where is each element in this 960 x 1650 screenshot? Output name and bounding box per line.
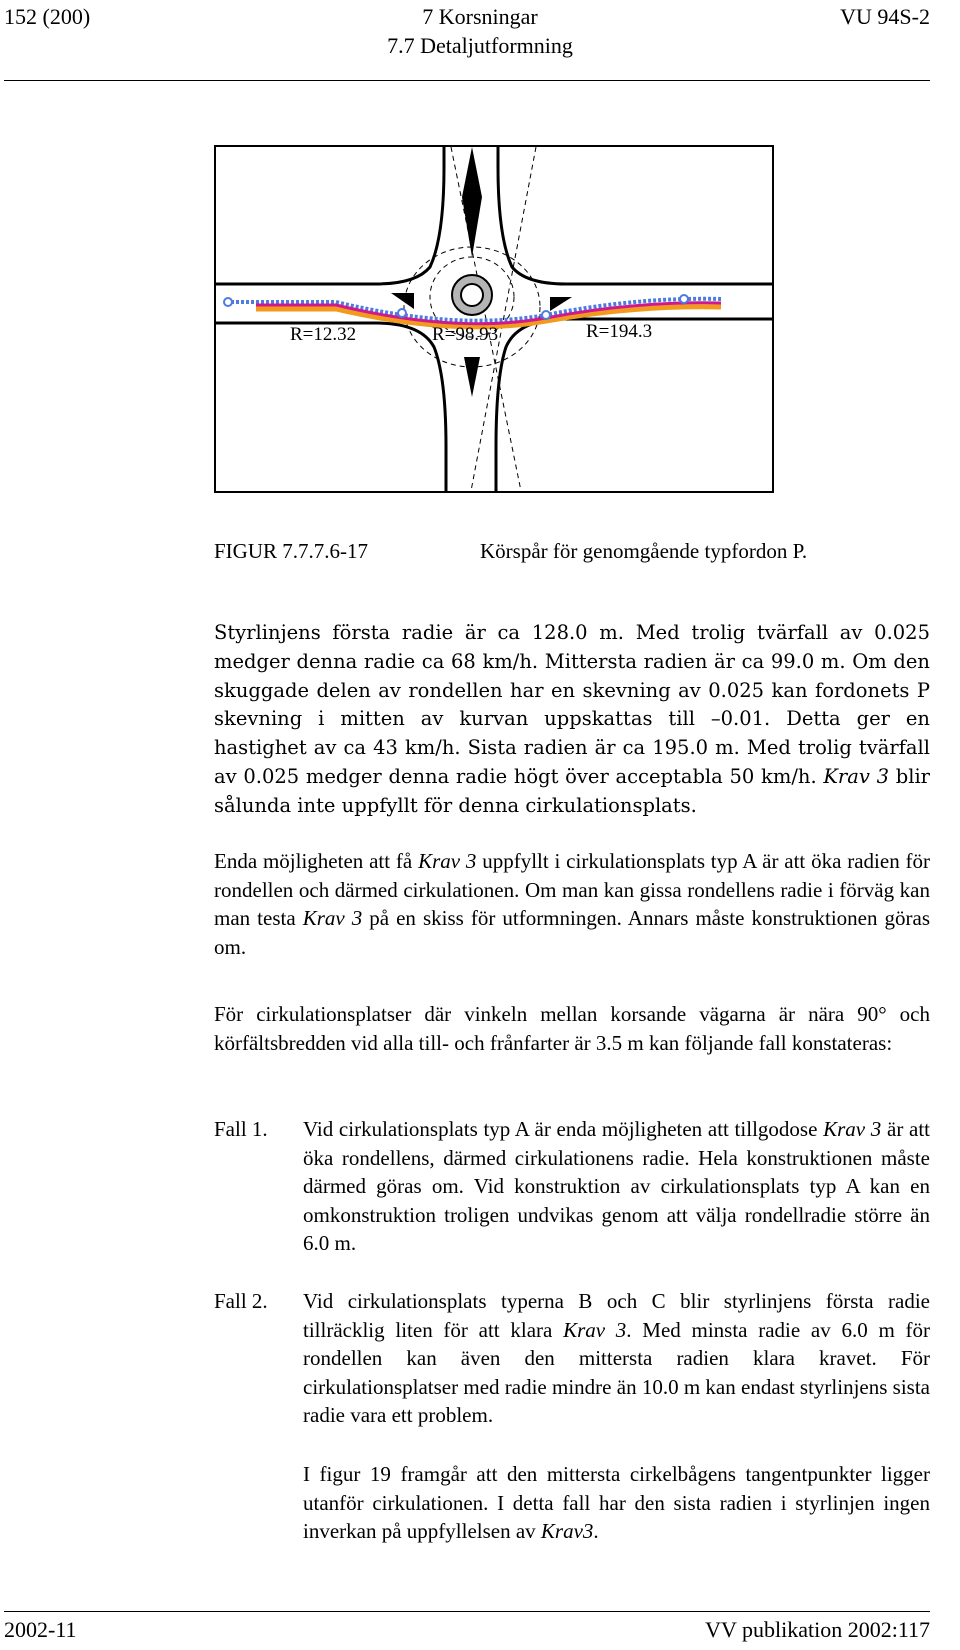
road-edge-lower-right (496, 319, 772, 491)
splitter-island-top (462, 147, 482, 257)
paragraph-2 (214, 847, 930, 961)
figure-number: FIGUR 7.7.7.6-17 (214, 539, 369, 563)
fall-2-additional-text (303, 1460, 930, 1546)
chapter-title: 7 Korsningar (422, 4, 538, 29)
road-edge-upper-left (216, 147, 444, 284)
fall-1-text (303, 1115, 930, 1258)
fall-1-label: Fall 1. (214, 1117, 268, 1141)
header-rule (4, 80, 930, 81)
footer-publication: VV publikation 2002:117 (705, 1617, 930, 1642)
figure-caption: Körspår för genomgående typfordon P. (480, 539, 808, 563)
paragraph-1-text-end: blir sålunda inte uppfyllt för denna cirkulationsplats. (214, 764, 931, 817)
fall-2-additional-start: I figur 19 framgår att den mittersta cirkelbågens tangentpunkter ligger utanför cirkulationen. I detta fall har den sista radien i styrlinjen ingen inverkan på uppfyllelsen av (303, 1462, 930, 1544)
radius-label-2: R=98.93 (432, 324, 499, 345)
footer-rule (4, 1611, 930, 1612)
footer-date: 2002-11 (4, 1617, 77, 1642)
radius-label-1: R=12.32 (290, 324, 357, 345)
paragraph-3: För cirkulationsplatser där vinkeln mellan korsande vägarna är nära 90° och körfältsbredden vid alla till- och frånfarter är 3.5 m kan följande fall konstateras: (214, 1002, 930, 1055)
header-center (0, 2, 960, 60)
paragraph-1-text: Styrlinjens första radie är ca 128.0 m. Med trolig tvärfall av 0.025 medger denna radie ca 68 km/h. Mittersta radien är ca 99.0 m. Om den skuggade delen av rondellen har en skevning av 0.025 kan fordonets P skevning i mitten av kurvan uppskattas till –0.01. Detta ger en hastighet av ca 43 km/h. Sista radien är ca 195.0 m. Med trolig tvärfall av 0.025 medger denna radie högt över acceptabla 50 km/h. (214, 621, 930, 788)
road-edge-lower-left (216, 323, 446, 491)
paragraph-2-text: uppfyllt i cirkulationsplats typ A är att öka radien för rondellen och därmed cirkulationen. Om man kan gissa rondellens radie i förväg kan man testa (214, 849, 930, 930)
fall-2-text-end: . Med minsta radie av 6.0 m för rondellen kan även den mittersta radien klara kravet. För cirkulationsplatser med radie mindre än 10.0 m kan endast styrlinjens sista radie vara ett problem. (303, 1317, 930, 1428)
splitter-island-left (391, 293, 414, 309)
tangent-point (398, 309, 406, 317)
krav-3-reference: Krav 3 (302, 906, 363, 930)
tangent-point (542, 311, 550, 319)
roundabout-figure (214, 145, 774, 493)
krav-3-reference: Krav 3 (563, 1317, 627, 1342)
fall-2-additional-end: . (593, 1519, 599, 1544)
fall-2-text (303, 1287, 930, 1430)
paragraph-2-text: på en skiss för utformningen. Annars måste konstruktionen göras om. (214, 906, 930, 959)
krav-3-reference: Krav 3 (823, 1117, 882, 1141)
paragraph-2-text: Enda möjligheten att få (214, 849, 419, 873)
section-title: 7.7 Detaljutformning (387, 33, 573, 58)
krav3-reference: Krav3 (540, 1519, 594, 1544)
fall-2-label: Fall 2. (214, 1289, 268, 1313)
fall-1-text-end: är att öka rondellens, därmed cirkulationens radie. Hela konstruktionen måste därmed göras om. Vid konstruktion av cirkulationsplats typ A kan en omkonstruktion troligen undvikas genom att välja rondellradie större än 6.0 m. (303, 1117, 930, 1256)
paragraph-1 (214, 619, 930, 821)
page-number: 152 (200) (4, 4, 91, 29)
krav-3-reference: Krav 3 (418, 849, 477, 873)
fall-1-text-start: Vid cirkulationsplats typ A är enda möjligheten att tillgodose (303, 1117, 824, 1141)
krav-3-reference: Krav 3 (823, 764, 890, 788)
central-island-inner (461, 284, 483, 306)
document-id: VU 94S-2 (840, 4, 930, 29)
fall-2-text-start: Vid cirkulationsplats typerna B och C blir styrlinjens första radie tillräcklig liten för att klara (303, 1289, 930, 1342)
tangent-point (680, 295, 688, 303)
tangent-point (224, 298, 232, 306)
road-edge-upper-right (498, 147, 772, 284)
roundabout-diagram (216, 147, 772, 491)
radius-label-3: R=194.3 (586, 321, 653, 342)
splitter-island-bottom (464, 357, 480, 397)
